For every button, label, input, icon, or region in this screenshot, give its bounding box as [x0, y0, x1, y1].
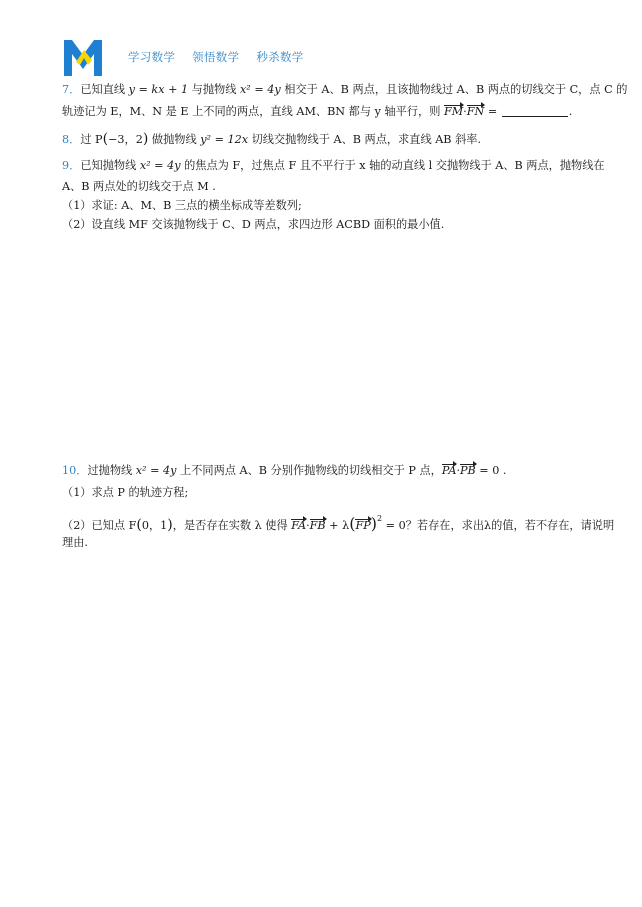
right-paren: ): [370, 514, 377, 533]
right-paren: ): [167, 517, 173, 533]
period: .: [568, 105, 573, 118]
q7-text: 相交于 A、B 两点，且该抛物线过 A、B 两点的切线交于 C，点 C 的: [280, 83, 628, 96]
brand-logo: [62, 38, 104, 78]
slogan-1: 学习数学: [128, 50, 176, 64]
q7-line-1: [62, 82, 627, 98]
vector-fn: FN: [466, 105, 485, 118]
slogan-2: 领悟数学: [192, 50, 240, 64]
header-slogans: [128, 49, 317, 65]
q10-point-coords: 0，1: [141, 519, 168, 532]
dot-operator: ·: [306, 519, 310, 532]
q8-text: 切线交抛物线于 A、B 两点，求直线 AB 斜率.: [248, 133, 482, 146]
q9-sub-1: （1）求证: A、M、B 三点的横坐标成等差数列;: [62, 199, 302, 212]
vector-fb: FB: [309, 519, 326, 532]
q8-text: 做抛物线: [148, 133, 201, 146]
q9-line-1: [62, 158, 605, 174]
q10-number: 10．: [62, 464, 88, 477]
q9-text: 的焦点为 F，过焦点 F 且不平行于 x 轴的动直线 l 交抛物线于 A、B 两点，抛物线在: [180, 159, 605, 172]
q9-number: 9．: [62, 159, 81, 172]
q8-point-coords: −3，2: [108, 133, 143, 146]
q9-text: 已知抛物线: [80, 159, 140, 172]
vector-fp: FP: [355, 519, 371, 532]
vector-fm: FM: [443, 105, 464, 118]
answer-blank[interactable]: [502, 105, 568, 117]
vector-pb: PB: [460, 464, 476, 477]
q10-text: （2）已知点 F: [62, 519, 137, 532]
left-paren: (: [349, 514, 356, 533]
q8-line-1: [62, 132, 481, 148]
q10-text: = 0？若存在，求出λ的值，若不存在，请说明: [382, 519, 615, 532]
q7-math-line: y = kx + 1: [128, 83, 189, 96]
q10-text: = 0 .: [475, 464, 507, 477]
q10-sub-2-continued: 理由.: [62, 536, 88, 549]
left-paren: (: [102, 131, 109, 147]
q8-text: 过 P: [80, 133, 103, 146]
dot-operator: ·: [456, 464, 460, 477]
q7-number: 7．: [62, 83, 81, 96]
q8-number: 8．: [62, 133, 81, 146]
q8-math-parabola: y² = 12x: [200, 133, 249, 146]
q10-sub-1: （1）求点 P 的轨迹方程;: [62, 486, 189, 499]
q9-math-parabola: x² = 4y: [139, 159, 181, 172]
equals: =: [484, 105, 501, 118]
q7-math-parabola: x² = 4y: [240, 83, 281, 96]
slogan-3: 秒杀数学: [256, 50, 304, 64]
q9-sub-2: （2）设直线 MF 交该抛物线于 C、D 两点，求四边形 ACBD 面积的最小值.: [62, 218, 445, 231]
q7-line-2: [62, 104, 572, 120]
vector-pa: PA: [441, 464, 457, 477]
left-paren: (: [136, 517, 142, 533]
q10-sub-2: [62, 511, 614, 534]
exponent: 2: [377, 514, 383, 523]
q10-line-1: [62, 463, 506, 479]
header: [62, 38, 622, 78]
right-paren: ): [142, 131, 149, 147]
q10-math-parabola: x² = 4y: [135, 464, 177, 477]
q10-text: 过抛物线: [87, 464, 136, 477]
vector-fa: FA: [291, 519, 307, 532]
q9-line-2: A、B 两点处的切线交于点 M .: [62, 180, 216, 193]
dot-operator: ·: [463, 105, 467, 118]
plus-lambda: + λ: [325, 519, 350, 532]
q10-text: ，是否存在实数 λ 使得: [172, 519, 292, 532]
q7-text: 已知直线: [80, 83, 129, 96]
q7-text: 轨迹记为 E，M、N 是 E 上不同的两点，直线 AM、BN 都与 y 轴平行，则: [62, 105, 444, 118]
q10-text: 上不同两点 A、B 分别作抛物线的切线相交于 P 点，: [176, 464, 442, 477]
q7-text: 与抛物线: [188, 83, 240, 96]
